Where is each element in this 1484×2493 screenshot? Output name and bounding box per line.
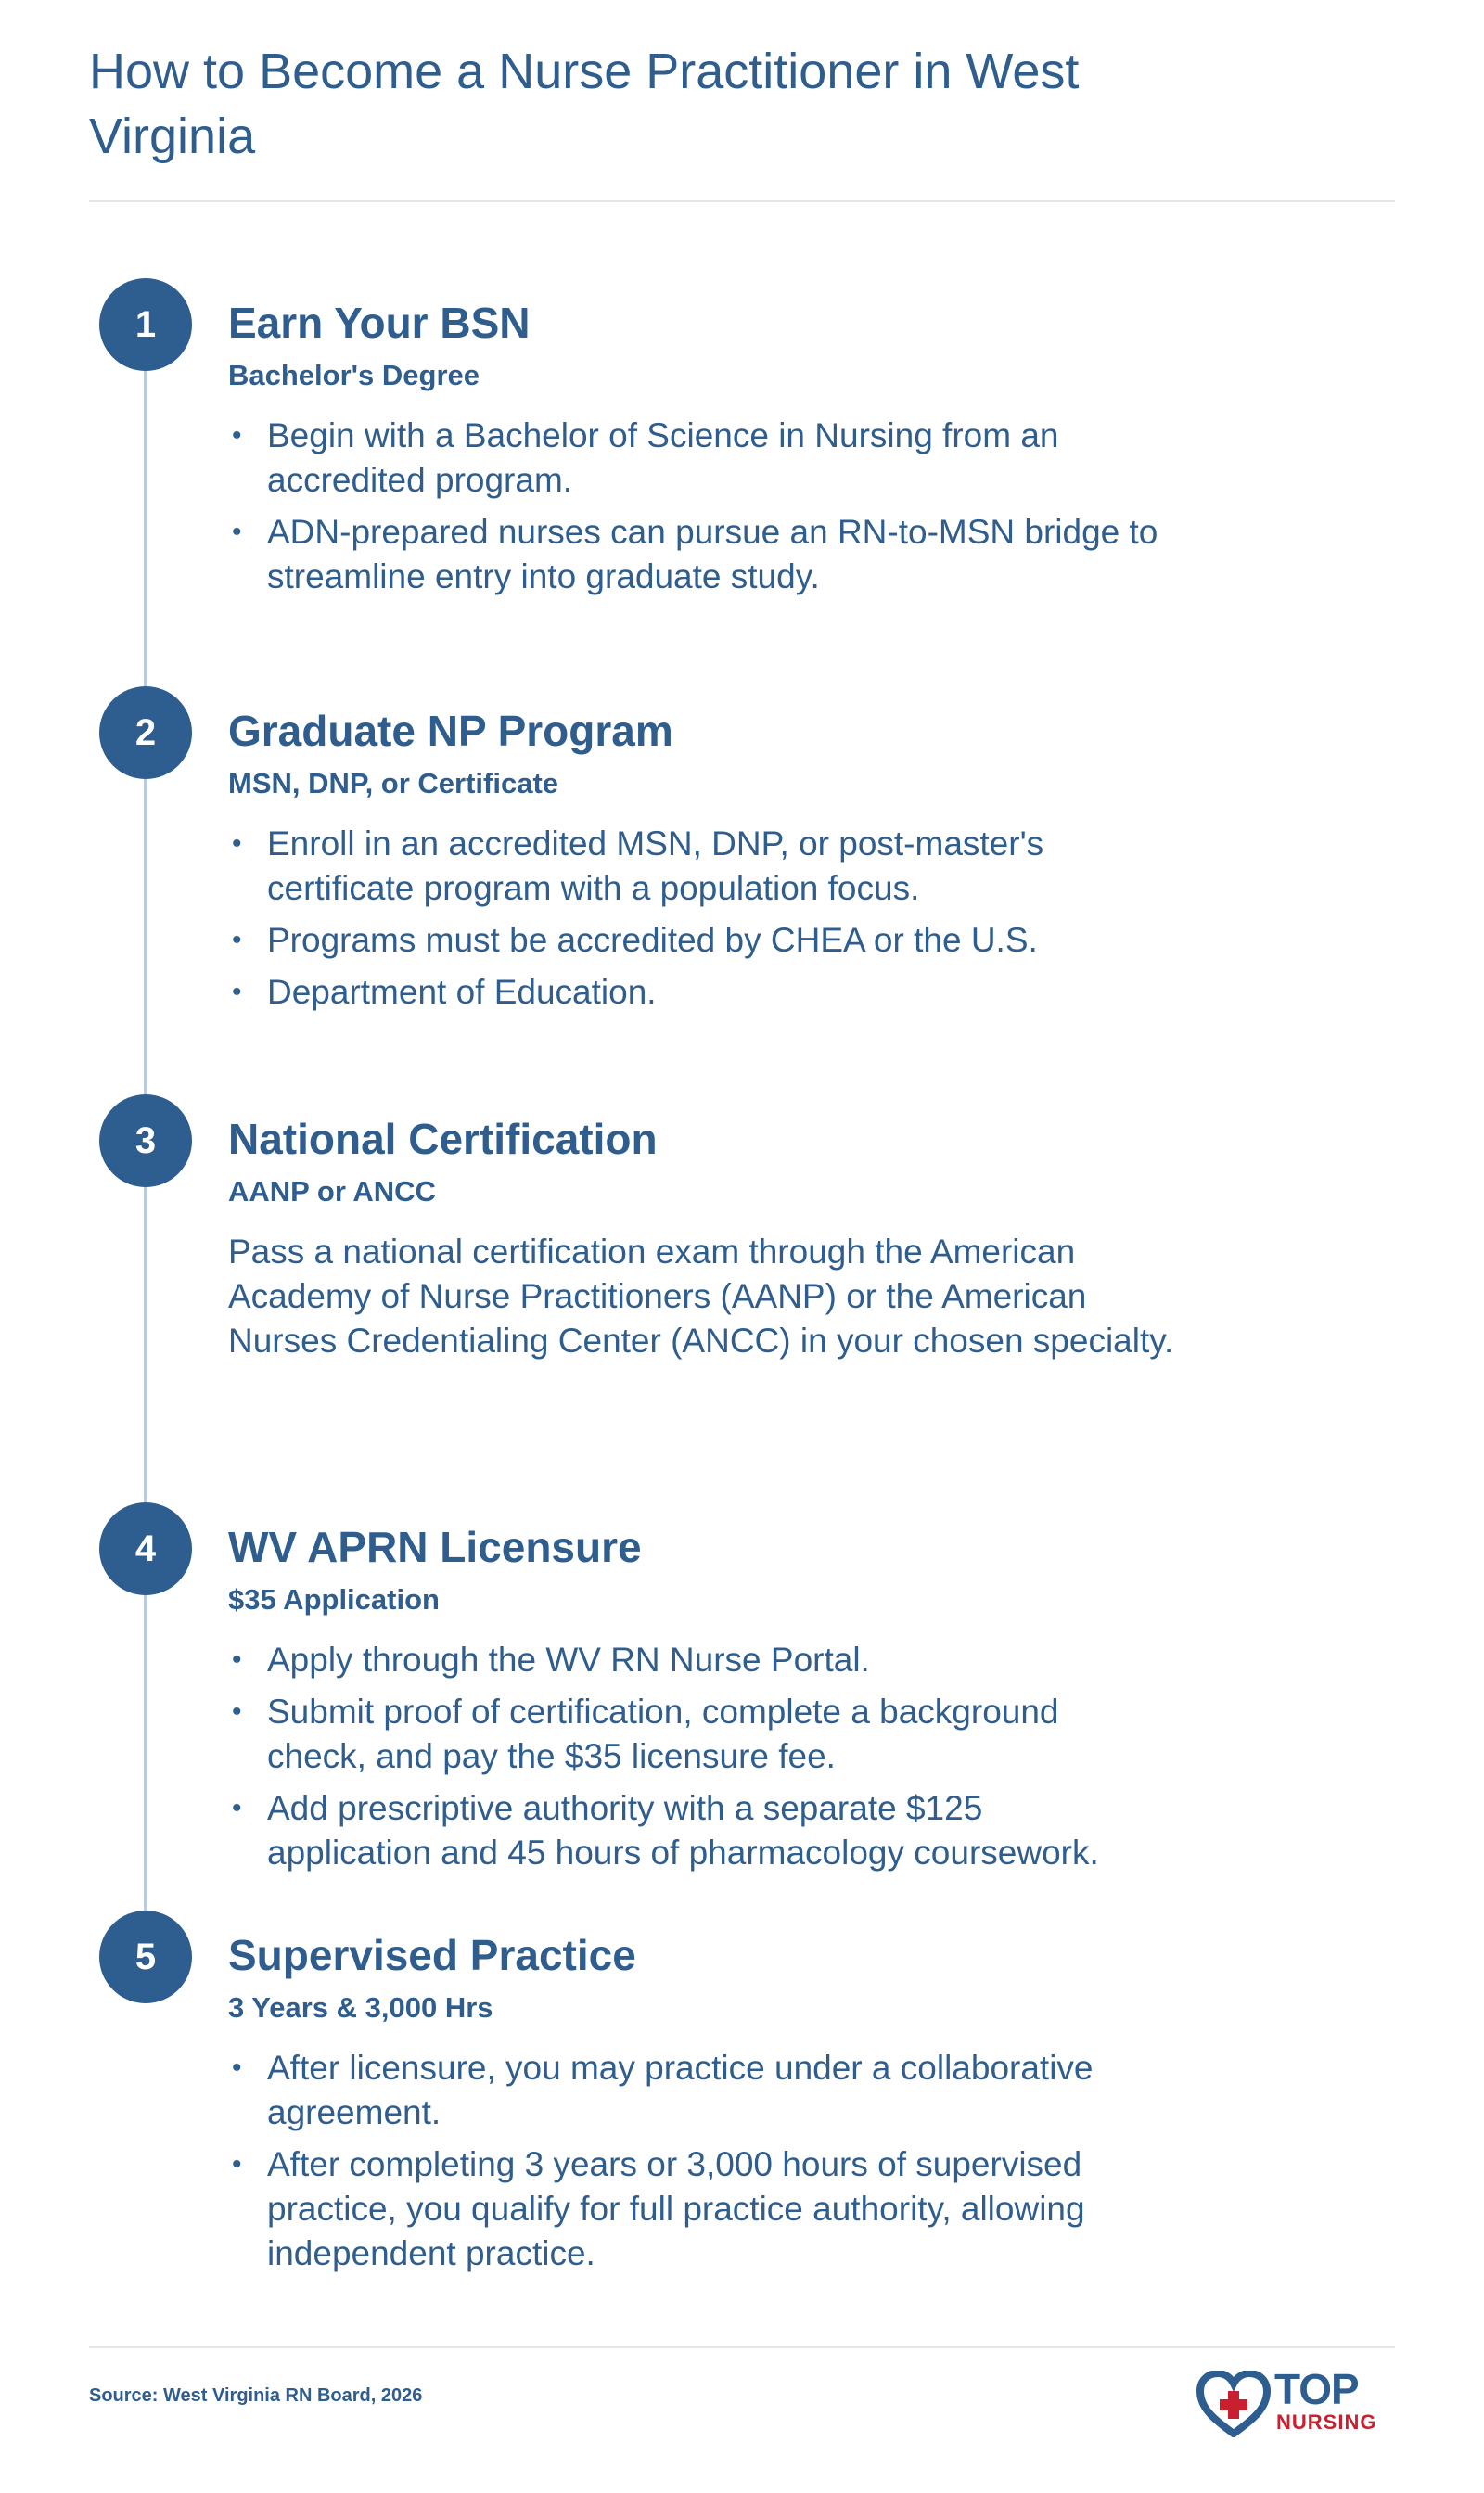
bottom-divider bbox=[89, 2346, 1395, 2348]
step-bullets bbox=[228, 2046, 1137, 2283]
step-title: WV APRN Licensure bbox=[228, 1523, 642, 1571]
step-subtitle: AANP or ANCC bbox=[228, 1175, 436, 1208]
step-description: Pass a national certification exam through the American Academy of Nurse Practitioners (AANP) or the American Nurses Credentialing Center (ANCC) in your chosen specialty. bbox=[228, 1233, 1174, 1360]
bullet-item: • After licensure, you may practice under a collaborative agreement. bbox=[228, 2046, 1137, 2135]
heart-cross-icon bbox=[1196, 2371, 1271, 2437]
step-number-badge: 2 bbox=[99, 686, 192, 779]
step-title: Supervised Practice bbox=[228, 1931, 636, 1979]
bullet-item: • Apply through the WV RN Nurse Portal. bbox=[228, 1638, 1156, 1682]
top-nursing-logo bbox=[1196, 2367, 1402, 2437]
logo-wordmark-nursing: NURSING bbox=[1276, 2410, 1377, 2434]
step-subtitle: Bachelor's Degree bbox=[228, 359, 480, 391]
step-subtitle: $35 Application bbox=[228, 1583, 440, 1616]
step-bullets bbox=[228, 822, 1119, 1022]
step-number-badge: 3 bbox=[99, 1094, 192, 1187]
bullet-item: • Enroll in an accredited MSN, DNP, or post-master's certificate program with a population focus. bbox=[228, 822, 1119, 911]
step-title: Earn Your BSN bbox=[228, 299, 531, 347]
bullet-item: • Begin with a Bachelor of Science in Nursing from an accredited program. bbox=[228, 414, 1211, 503]
bullet-item: • ADN-prepared nurses can pursue an RN-to-MSN bridge to streamline entry into graduate study. bbox=[228, 510, 1211, 599]
bullet-item: • After completing 3 years or 3,000 hours of supervised practice, you qualify for full practice authority, allowing independent practice. bbox=[228, 2142, 1137, 2276]
bullet-item: • Submit proof of certification, complete a background check, and pay the $35 licensure fee. bbox=[228, 1690, 1156, 1779]
bullet-item: • Add prescriptive authority with a separate $125 application and 45 hours of pharmacology coursework. bbox=[228, 1786, 1156, 1875]
step-title: Graduate NP Program bbox=[228, 707, 673, 755]
bullet-item: • Department of Education. bbox=[228, 970, 1119, 1015]
step-number-badge: 5 bbox=[99, 1911, 192, 2003]
step-number-badge: 1 bbox=[99, 278, 192, 371]
step-subtitle: MSN, DNP, or Certificate bbox=[228, 767, 559, 799]
bullet-item: • Programs must be accredited by CHEA or the U.S. bbox=[228, 918, 1119, 963]
page-title: How to Become a Nurse Practitioner in West Virginia bbox=[89, 44, 1080, 164]
logo-wordmark-top: TOP bbox=[1274, 2365, 1359, 2413]
step-bullets bbox=[228, 414, 1211, 607]
step-number-badge: 4 bbox=[99, 1502, 192, 1595]
step-title: National Certification bbox=[228, 1115, 658, 1163]
source-citation: Source: West Virginia RN Board, 2026 bbox=[89, 2385, 423, 2406]
top-divider bbox=[89, 200, 1395, 202]
step-bullets bbox=[228, 1638, 1156, 1883]
step-subtitle: 3 Years & 3,000 Hrs bbox=[228, 1991, 493, 2024]
